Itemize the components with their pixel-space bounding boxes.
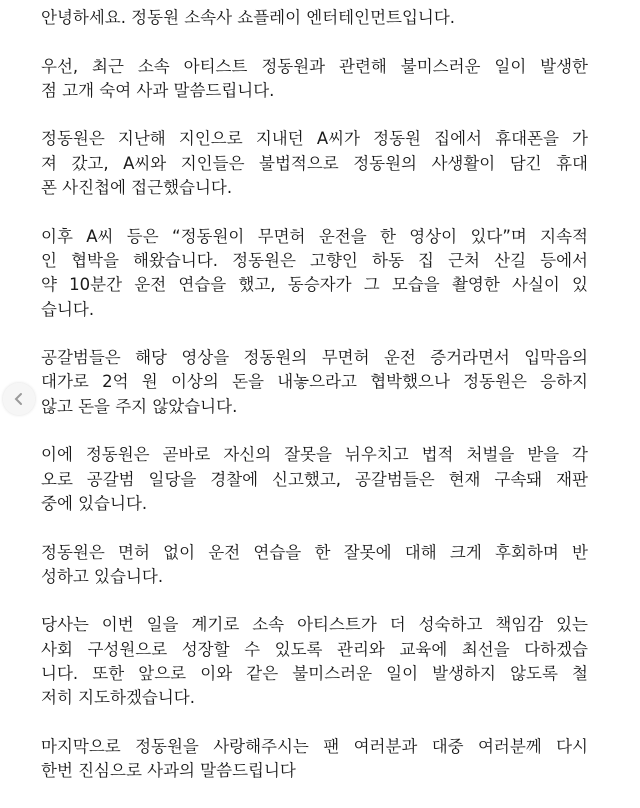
text-line: 마지막으로 정동원을 사랑해주시는 팬 여러분과 대중 여러분께 다시 — [41, 736, 588, 756]
text-line: 정동원은 지난해 지인으로 지내던 A씨가 정동원 집에서 휴대폰을 가 — [41, 129, 588, 149]
text-line: 사회 구성원으로 성장할 수 있도록 관리와 교육에 최선을 다하겠습 — [41, 639, 588, 659]
paragraph — [41, 346, 588, 419]
statement-document — [41, 6, 588, 808]
text-line: 않고 돈을 주지 않았습니다. — [41, 396, 238, 416]
paragraph — [41, 443, 588, 516]
text-line: 우선, 최근 소속 아티스트 정동원과 관련해 불미스러운 일이 발생한 — [41, 56, 588, 76]
text-line: 이후 A씨 등은 “정동원이 무면허 운전을 한 영상이 있다”며 지속적 — [41, 226, 588, 246]
text-line: 이에 정동원은 곧바로 자신의 잘못을 뉘우치고 법적 처벌을 받을 각 — [41, 445, 588, 465]
text-line: 성하고 있습니다. — [41, 566, 164, 586]
text-line: 인 협박을 해왔습니다. 정동원은 고향인 하동 집 근처 산길 등에서 — [41, 250, 588, 270]
text-line: 저히 지도하겠습니다. — [41, 688, 195, 708]
paragraph — [41, 613, 588, 710]
text-line: 약 10분간 운전 연습을 했고, 동승자가 그 모습을 촬영한 사실이 있 — [41, 275, 588, 295]
text-line: 져 갔고, A씨와 지인들은 불법적으로 정동원의 사생활이 담긴 휴대 — [41, 153, 588, 173]
text-line: 안녕하세요. 정동원 소속사 쇼플레이 엔터테인먼트입니다. — [41, 8, 456, 27]
text-line: 공갈범들은 해당 영상을 정동원의 무면허 운전 증거라면서 입막음의 — [41, 348, 588, 368]
paragraph — [41, 55, 588, 104]
paragraph — [41, 735, 588, 784]
text-line: 오로 공갈범 일당을 경찰에 신고했고, 공갈범들은 현재 구속돼 재판 — [41, 469, 588, 489]
text-line: 중에 있습니다. — [41, 493, 148, 513]
text-line: 니다. 또한 앞으로 이와 같은 불미스러운 일이 발생하지 않도록 철 — [41, 664, 588, 684]
chevron-left-icon — [14, 392, 24, 406]
paragraph — [41, 6, 588, 30]
text-line: 습니다. — [41, 299, 95, 319]
text-line: 점 고개 숙여 사과 말씀드립니다. — [41, 80, 275, 100]
paragraph — [41, 541, 588, 590]
text-line: 당사는 이번 일을 계기로 소속 아티스트가 더 성숙하고 책임감 있는 — [41, 615, 588, 635]
carousel-prev-button[interactable] — [3, 383, 35, 415]
text-line: 대가로 2억 원 이상의 돈을 내놓으라고 협박했으나 정동원은 응하지 — [41, 372, 588, 392]
paragraph — [41, 225, 588, 322]
text-line: 한번 진심으로 사과의 말씀드립니다 — [41, 761, 296, 781]
paragraph — [41, 127, 588, 200]
text-line: 폰 사진첩에 접근했습니다. — [41, 178, 233, 198]
text-line: 정동원은 면허 없이 운전 연습을 한 잘못에 대해 크게 후회하며 반 — [41, 542, 588, 562]
